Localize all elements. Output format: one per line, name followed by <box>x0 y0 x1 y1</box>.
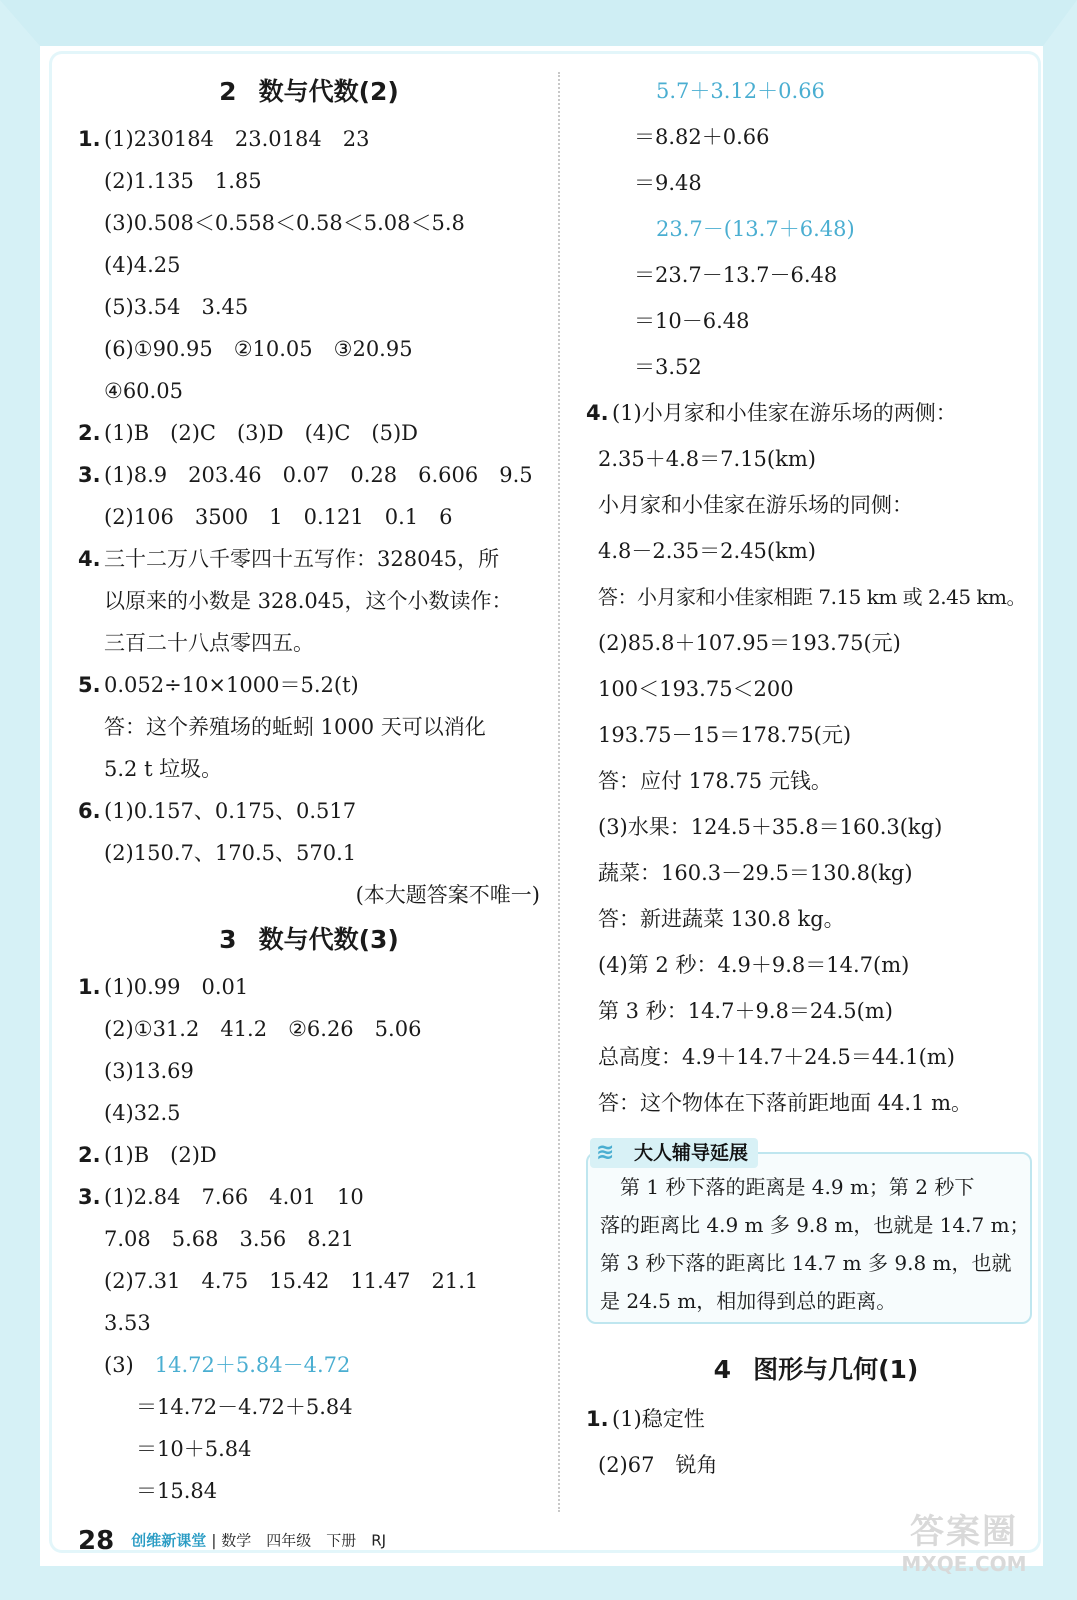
answer-line: (2)85.8＋107.95＝193.75(元) <box>598 631 901 655</box>
section-heading: 图形与几何(1) <box>753 1355 919 1384</box>
answer-line: ＝10－6.48 <box>634 309 750 333</box>
question-number: 2. <box>78 1143 101 1167</box>
answer-line: 答：应付 178.75 元钱。 <box>598 769 832 793</box>
answer-line: ＝8.82＋0.66 <box>634 125 770 149</box>
answer-line: (5)3.54 3.45 <box>104 295 249 319</box>
answer-text: (1)230184 23.0184 23 <box>104 127 370 151</box>
answer-line: 小月家和小佳家在游乐场的同侧： <box>598 493 913 517</box>
column-divider <box>558 72 560 1512</box>
callout-line: 第 1 秒下落的距离是 4.9 m；第 2 秒下 <box>600 1175 975 1199</box>
tutor-callout <box>586 1138 1032 1324</box>
answer-line: 7.08 5.68 3.56 8.21 <box>104 1227 355 1251</box>
answer-line <box>78 412 540 454</box>
answer-line: (3)水果：124.5＋35.8＝160.3(kg) <box>598 815 943 839</box>
wave-icon: ≋ <box>596 1140 615 1165</box>
question-number: 4. <box>586 401 609 425</box>
section-heading: 数与代数(3) <box>258 925 399 954</box>
answer-line <box>78 966 540 1008</box>
answer-line <box>78 1134 540 1176</box>
answer-text: (1)稳定性 <box>612 1407 705 1431</box>
answer-line: ＝10＋5.84 <box>136 1437 252 1461</box>
answer-line: (4)32.5 <box>104 1101 181 1125</box>
callout-line: 落的距离比 4.9 m 多 9.8 m，也就是 14.7 m； <box>600 1213 1030 1237</box>
callout-text <box>600 1168 1030 1320</box>
answer-text: 三十二万八千零四十五写作：328045，所 <box>104 547 500 571</box>
answer-line <box>78 664 540 706</box>
watermark-logo <box>889 1512 1039 1582</box>
answer-line: (2)1.135 1.85 <box>104 169 262 193</box>
question-number: 1. <box>586 1407 609 1431</box>
answer-line: (4)第 2 秒：4.9＋9.8＝14.7(m) <box>598 953 910 977</box>
section-title-3 <box>78 918 540 962</box>
answer-line: ＝14.72－4.72＋5.84 <box>136 1395 353 1419</box>
answer-line: (2)7.31 4.75 15.42 11.47 21.1 <box>104 1269 479 1293</box>
answer-line: 答：小月家和小佳家相距 7.15 km 或 2.45 km。 <box>598 585 1027 609</box>
answer-line <box>78 1344 540 1386</box>
watermark-url: MXQE.COM <box>901 1552 1027 1576</box>
answer-line: 5.2 t 垃圾。 <box>104 757 223 781</box>
question-number: 1. <box>78 127 101 151</box>
answer-text: (1)2.84 7.66 4.01 10 <box>104 1185 364 1209</box>
callout-tag <box>590 1138 758 1168</box>
question-number: 1. <box>78 975 101 999</box>
expression: 14.72＋5.84－4.72 <box>154 1353 351 1377</box>
callout-line: 第 3 秒下落的距离比 14.7 m 多 9.8 m，也就 <box>600 1251 1012 1275</box>
answer-line: (4)4.25 <box>104 253 181 277</box>
answer-text: (1)小月家和小佳家在游乐场的两侧： <box>612 401 957 425</box>
answer-line: 第 3 秒：14.7＋9.8＝24.5(m) <box>598 999 893 1023</box>
answer-line: ④60.05 <box>104 379 183 403</box>
answer-line: ＝3.52 <box>634 355 702 379</box>
answer-line <box>586 1396 1046 1442</box>
brand-name: 创维新课堂 <box>131 1531 207 1550</box>
callout-title: 大人辅导延展 <box>634 1142 749 1164</box>
answer-line: 蔬菜：160.3－29.5＝130.8(kg) <box>598 861 913 885</box>
answer-note: (本大题答案不唯一) <box>355 883 540 907</box>
answer-line: (3)13.69 <box>104 1059 194 1083</box>
answer-line: (2)150.7、170.5、570.1 <box>104 841 357 865</box>
answer-text: 0.052÷10×1000＝5.2(t) <box>104 673 359 697</box>
left-column <box>78 68 540 1512</box>
answer-line: 以原来的小数是 328.045，这个小数读作： <box>104 589 513 613</box>
answer-line: ＝9.48 <box>634 171 702 195</box>
answer-text: (1)B (2)D <box>104 1143 217 1167</box>
page-footer <box>78 1520 386 1560</box>
answer-line <box>78 454 540 496</box>
answer-text: (1)8.9 203.46 0.07 0.28 6.606 9.5 <box>104 463 533 487</box>
section-number: 4 <box>713 1355 732 1384</box>
section-title-4 <box>586 1348 1046 1392</box>
answer-line: 193.75－15＝178.75(元) <box>598 723 852 747</box>
answer-line <box>586 390 1046 436</box>
answer-line: 3.53 <box>104 1311 151 1335</box>
question-number: 3. <box>78 463 101 487</box>
answer-line <box>78 538 540 580</box>
book-info: | 数学 四年级 下册 RJ <box>211 1531 387 1550</box>
question-number: 2. <box>78 421 101 445</box>
answer-line: (2)106 3500 1 0.121 0.1 6 <box>104 505 453 529</box>
expression: 23.7－(13.7＋6.48) <box>656 217 855 241</box>
answer-line: (6)①90.95 ②10.05 ③20.95 <box>104 337 413 361</box>
section-heading: 数与代数(2) <box>258 77 399 106</box>
answer-text: (1)0.99 0.01 <box>104 975 249 999</box>
question-number: 6. <box>78 799 101 823</box>
question-number: 3. <box>78 1185 101 1209</box>
answer-line: (3)0.508＜0.558＜0.58＜5.08＜5.8 <box>104 211 465 235</box>
answer-line <box>78 1176 540 1218</box>
answer-line: 答：新进蔬菜 130.8 kg。 <box>598 907 845 931</box>
answer-text: (1)0.157、0.175、0.517 <box>104 799 357 823</box>
answer-line: ＝15.84 <box>136 1479 218 1503</box>
answer-line: ＝23.7－13.7－6.48 <box>634 263 838 287</box>
answer-line: 答：这个物体在下落前距地面 44.1 m。 <box>598 1091 973 1115</box>
answer-line: 100＜193.75＜200 <box>598 677 794 701</box>
answer-line <box>78 790 540 832</box>
answer-line: 总高度：4.9＋14.7＋24.5＝44.1(m) <box>598 1045 955 1069</box>
question-number: 4. <box>78 547 101 571</box>
answer-line: (2)①31.2 41.2 ②6.26 5.06 <box>104 1017 422 1041</box>
question-number: 5. <box>78 673 101 697</box>
section-title-2 <box>78 70 540 114</box>
answer-line <box>78 118 540 160</box>
callout-line: 是 24.5 m，相加得到总的距离。 <box>600 1289 897 1313</box>
answer-line: (2)67 锐角 <box>598 1453 718 1477</box>
page-number: 28 <box>78 1525 115 1556</box>
answer-text: (1)B (2)C (3)D (4)C (5)D <box>104 421 418 445</box>
answer-line: 4.8－2.35＝2.45(km) <box>598 539 816 563</box>
answer-line: 2.35＋4.8＝7.15(km) <box>598 447 816 471</box>
answer-line: 三百二十八点零四五。 <box>104 631 314 655</box>
section-number: 3 <box>219 925 237 954</box>
right-column <box>586 68 1046 1488</box>
answer-line: 答：这个养殖场的蚯蚓 1000 天可以消化 <box>104 715 486 739</box>
watermark-text: 答案圈 <box>910 1512 1018 1552</box>
answer-text: (3) <box>104 1353 134 1377</box>
expression: 5.7＋3.12＋0.66 <box>656 79 825 103</box>
section-number: 2 <box>219 77 237 106</box>
